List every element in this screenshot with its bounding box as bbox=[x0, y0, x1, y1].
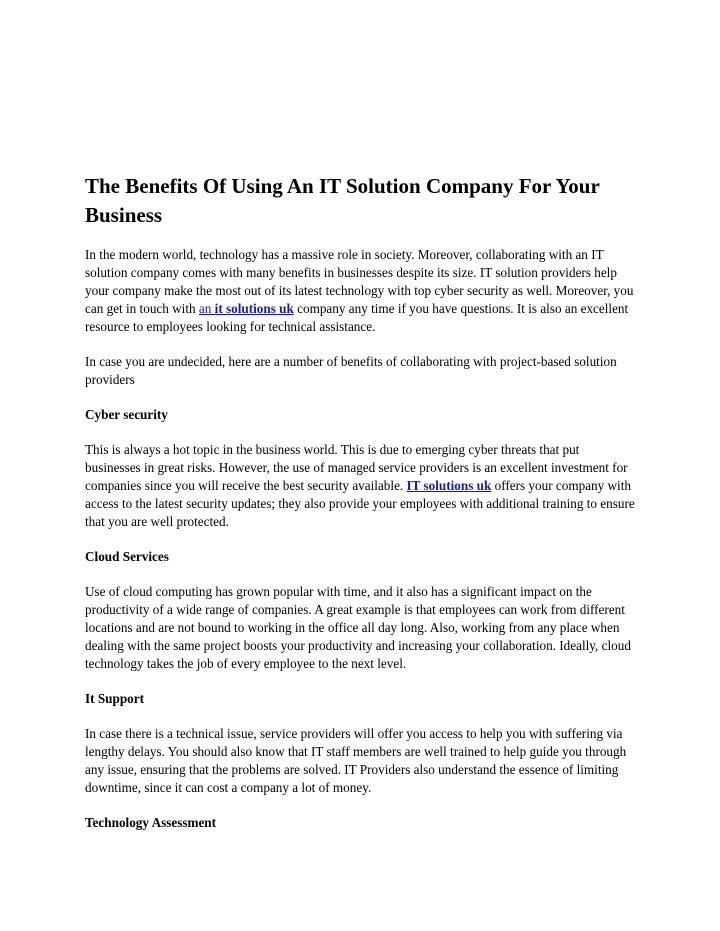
cyber-security-paragraph bbox=[85, 441, 637, 531]
section-heading-cyber-security: Cyber security bbox=[85, 407, 168, 422]
link-prefix: an bbox=[198, 301, 215, 316]
cyber-text-1: This is always a hot topic in the business world. This is due to emerging cyber threats that put businesses in great risks. However, the use of managed service providers is an excellent investment for companies since you will receive the best security available. bbox=[85, 442, 628, 493]
it-support-paragraph: In case there is a technical issue, service providers will offer you access to help you with suffering via lengthy delays. You should also know that IT staff members are well trained to help guide you through any issue, ensuring that the problems are solved. IT Providers also understand the essence of limiting downtime, since it can cost a company a lot of money. bbox=[85, 726, 627, 795]
cyber-text-2: offers your company with access to the latest security updates; they also provide your employees with additional training to ensure that you are well protected. bbox=[85, 478, 635, 529]
cloud-services-paragraph: Use of cloud computing has grown popular with time, and it also has a significant impact on the productivity of a wide range of companies. A great example is that employees can work from different locations and are not bound to working in the office all day long. Also, working from any place when dealing with the same project boosts your productivity and increasing your collaboration. Ideally, cloud technology takes the job of every employee to the next level. bbox=[85, 584, 631, 671]
link-text: it solutions uk bbox=[214, 301, 294, 316]
intro-paragraph bbox=[85, 246, 637, 336]
section-heading-technology-assessment: Technology Assessment bbox=[85, 815, 217, 830]
undecided-paragraph: In case you are undecided, here are a number of benefits of collaborating with project-based solution providers bbox=[85, 354, 617, 387]
intro-text-2: company any time if you have questions. It is also an excellent resource to employees looking for technical assistance. bbox=[85, 301, 629, 334]
document-content bbox=[85, 172, 637, 832]
intro-text-1: In the modern world, technology has a massive role in society. Moreover, collaborating with an IT solution company comes with many benefits in businesses despite its size. IT solution providers help your company make the most out of its latest technology with top cyber security as well. Moreover, you can get in touch with bbox=[85, 247, 634, 316]
section-heading-cloud-services: Cloud Services bbox=[85, 549, 169, 564]
section-heading-it-support: It Support bbox=[85, 691, 144, 706]
document-title: The Benefits Of Using An IT Solution Company For Your Business bbox=[85, 174, 600, 227]
it-solutions-uk-link-2[interactable]: IT solutions uk bbox=[406, 478, 492, 493]
it-solutions-uk-link[interactable] bbox=[199, 301, 294, 316]
